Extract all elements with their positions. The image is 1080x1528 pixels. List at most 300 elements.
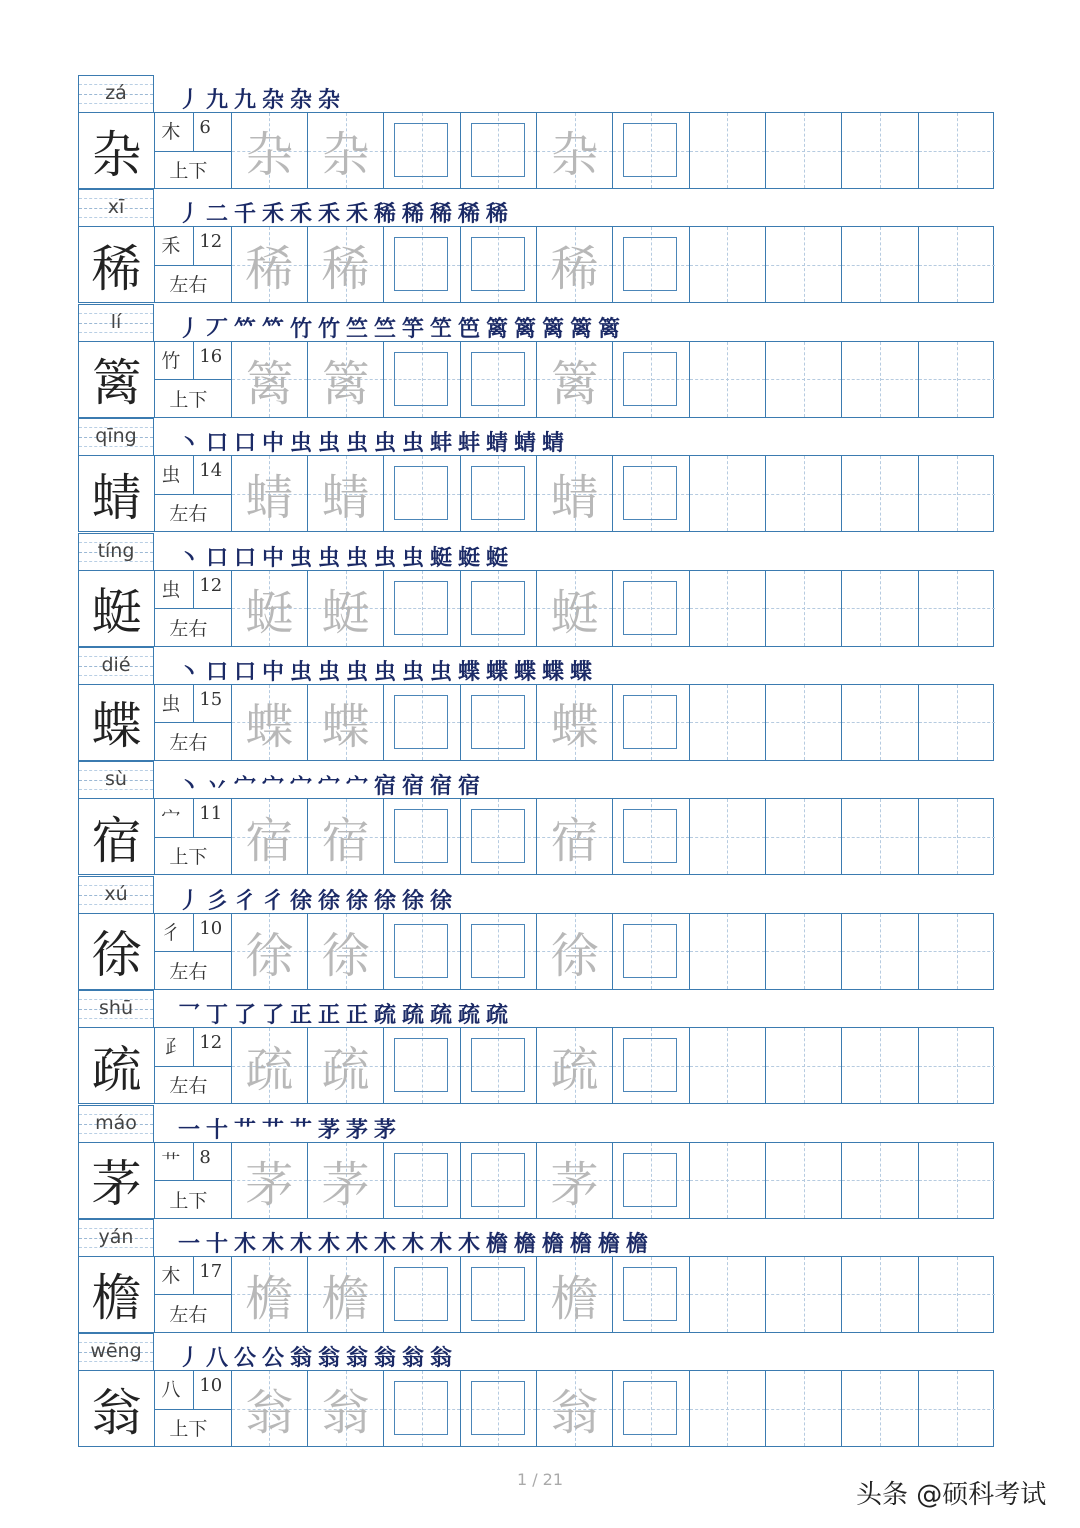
- character-entry: [78, 533, 994, 647]
- stroke-order: 一十艹艹艹茅茅茅: [178, 1117, 403, 1143]
- square-cell[interactable]: [384, 914, 460, 989]
- inner-square: [394, 466, 448, 520]
- trace-cell[interactable]: [537, 1257, 613, 1332]
- inner-square: [623, 1038, 677, 1092]
- trace-cell[interactable]: [308, 113, 384, 188]
- tian-grid-cell[interactable]: [690, 571, 766, 646]
- trace-character: 徐: [550, 927, 599, 984]
- tian-grid-cell[interactable]: [842, 113, 918, 188]
- pinyin-row: [78, 876, 994, 913]
- stroke-order: 丶口口中虫虫虫虫虫蜓蜓蜓: [178, 545, 515, 571]
- model-character: 蝶: [79, 685, 155, 760]
- trace-character: 篱: [245, 355, 294, 412]
- trace-character: 翁: [550, 1385, 599, 1442]
- trace-character: 蜻: [245, 470, 294, 527]
- trace-character: 徐: [321, 927, 370, 984]
- model-character: 蜓: [79, 571, 155, 646]
- tian-grid-cell[interactable]: [842, 1371, 918, 1446]
- pinyin-text: xú: [104, 882, 128, 905]
- character-entry: [78, 304, 994, 418]
- tian-grid-cell[interactable]: [690, 1028, 766, 1103]
- trace-character: 蜓: [550, 584, 599, 641]
- stroke-count: 8: [199, 1146, 211, 1168]
- trace-character: 稀: [321, 241, 370, 298]
- trace-cell[interactable]: [537, 799, 613, 874]
- inner-square: [471, 1267, 525, 1321]
- radical: 虫: [161, 578, 181, 601]
- tian-grid-cell[interactable]: [919, 1371, 995, 1446]
- stroke-order: 丶口口中虫虫虫虫虫虫蝶蝶蝶蝶蝶: [178, 659, 599, 685]
- square-cell[interactable]: [384, 1371, 460, 1446]
- square-cell[interactable]: [384, 685, 460, 760]
- structure: 左右: [169, 617, 208, 640]
- trace-cell[interactable]: [537, 685, 613, 760]
- model-character: 杂: [79, 113, 155, 188]
- writing-grid-row: [78, 1027, 994, 1104]
- trace-character: 茅: [550, 1156, 599, 1213]
- square-cell[interactable]: [613, 914, 689, 989]
- tian-grid-cell[interactable]: [766, 1143, 842, 1218]
- square-cell[interactable]: [613, 456, 689, 531]
- radical: 木: [161, 121, 181, 143]
- tian-grid-cell[interactable]: [690, 1143, 766, 1218]
- character-info: [155, 571, 231, 646]
- trace-cell[interactable]: [537, 1371, 613, 1446]
- character-entry: [78, 1105, 994, 1219]
- square-cell[interactable]: [613, 685, 689, 760]
- model-character: 疏: [79, 1028, 155, 1103]
- character-entry: [78, 990, 994, 1104]
- tian-grid-cell[interactable]: [919, 571, 995, 646]
- character-entry: [78, 189, 994, 303]
- stroke-count: 16: [199, 345, 223, 367]
- character-info: [155, 342, 231, 417]
- tian-grid-cell[interactable]: [690, 342, 766, 417]
- inner-square: [394, 581, 448, 635]
- inner-square: [623, 695, 677, 749]
- inner-square: [394, 123, 448, 177]
- radical: 宀: [161, 807, 181, 830]
- character-info: [155, 1257, 231, 1332]
- tian-grid-cell[interactable]: [766, 799, 842, 874]
- square-cell[interactable]: [461, 571, 537, 646]
- tian-grid-cell[interactable]: [842, 1257, 918, 1332]
- inner-square: [471, 466, 525, 520]
- model-character: 翁: [79, 1371, 155, 1446]
- character-info: [155, 227, 231, 302]
- radical: 艹: [161, 1150, 181, 1173]
- square-cell[interactable]: [461, 1257, 537, 1332]
- pinyin-box: [78, 418, 154, 455]
- structure: 左右: [169, 1303, 208, 1326]
- pinyin-box: [78, 304, 154, 341]
- structure: 上下: [169, 160, 208, 182]
- square-cell[interactable]: [461, 685, 537, 760]
- square-cell[interactable]: [613, 227, 689, 302]
- writing-grid-row: [78, 112, 994, 189]
- radical: 木: [161, 1264, 181, 1287]
- trace-cell[interactable]: [308, 1028, 384, 1103]
- pinyin-text: lí: [110, 310, 122, 333]
- tian-grid-cell[interactable]: [919, 685, 995, 760]
- square-cell[interactable]: [384, 1257, 460, 1332]
- tian-grid-cell[interactable]: [766, 342, 842, 417]
- trace-character: 徐: [245, 927, 294, 984]
- pinyin-row: [78, 1219, 994, 1256]
- trace-character: 蝶: [321, 698, 370, 755]
- tian-grid-cell[interactable]: [766, 227, 842, 302]
- structure: 左右: [169, 503, 208, 526]
- stroke-count: 11: [199, 803, 223, 825]
- tian-grid-cell[interactable]: [919, 456, 995, 531]
- watermark: 头条 @硕科考试: [856, 1480, 1047, 1510]
- inner-square: [471, 1381, 525, 1435]
- trace-character: 篱: [321, 355, 370, 412]
- pinyin-row: [78, 647, 994, 684]
- square-cell[interactable]: [384, 799, 460, 874]
- pinyin-box: [78, 1219, 154, 1256]
- tian-grid-cell[interactable]: [842, 342, 918, 417]
- pinyin-text: shū: [99, 997, 133, 1020]
- trace-character: 檐: [550, 1270, 599, 1327]
- square-cell[interactable]: [461, 456, 537, 531]
- trace-character: 杂: [550, 127, 599, 183]
- stroke-count: 10: [199, 1375, 223, 1397]
- radical: 𤴔: [161, 1036, 181, 1059]
- pinyin-text: máo: [95, 1111, 137, 1134]
- stroke-count: 17: [199, 1260, 223, 1282]
- stroke-count: 12: [199, 231, 223, 253]
- tian-grid-cell[interactable]: [842, 799, 918, 874]
- inner-square: [471, 924, 525, 978]
- square-cell[interactable]: [461, 914, 537, 989]
- square-cell[interactable]: [461, 113, 537, 188]
- inner-square: [623, 581, 677, 635]
- tian-grid-cell[interactable]: [690, 914, 766, 989]
- trace-cell[interactable]: [232, 113, 308, 188]
- square-cell[interactable]: [613, 1257, 689, 1332]
- tian-grid-cell[interactable]: [842, 571, 918, 646]
- stroke-order: 丿八公公翁翁翁翁翁翁: [178, 1346, 459, 1372]
- tian-grid-cell[interactable]: [919, 1257, 995, 1332]
- model-character: 徐: [79, 914, 155, 989]
- tian-grid-cell[interactable]: [842, 456, 918, 531]
- structure: 左右: [169, 274, 208, 297]
- model-character: 稀: [79, 227, 155, 302]
- inner-square: [471, 1153, 525, 1207]
- trace-cell[interactable]: [537, 227, 613, 302]
- model-character: 茅: [79, 1143, 155, 1218]
- trace-cell[interactable]: [232, 1028, 308, 1103]
- inner-square: [623, 1267, 677, 1321]
- square-cell[interactable]: [384, 342, 460, 417]
- pinyin-box: [78, 189, 154, 226]
- tian-grid-cell[interactable]: [690, 1371, 766, 1446]
- trace-cell[interactable]: [537, 342, 613, 417]
- tian-grid-cell[interactable]: [842, 914, 918, 989]
- inner-square: [394, 1381, 448, 1435]
- trace-character: 蝶: [550, 698, 599, 755]
- tian-grid-cell[interactable]: [842, 227, 918, 302]
- inner-square: [623, 123, 677, 177]
- trace-cell[interactable]: [308, 914, 384, 989]
- writing-grid-row: [78, 1142, 994, 1219]
- pinyin-text: zá: [105, 82, 127, 104]
- structure: 左右: [169, 1075, 208, 1098]
- inner-square: [471, 1038, 525, 1092]
- tian-grid-cell[interactable]: [690, 685, 766, 760]
- pinyin-row: [78, 1105, 994, 1142]
- stroke-order: 丶丷宀宀宀宀宀宿宿宿宿: [178, 774, 487, 800]
- trace-character: 杂: [245, 127, 294, 183]
- trace-cell[interactable]: [232, 342, 308, 417]
- trace-character: 稀: [245, 241, 294, 298]
- trace-cell[interactable]: [232, 227, 308, 302]
- tian-grid-cell[interactable]: [842, 1143, 918, 1218]
- trace-cell[interactable]: [232, 1257, 308, 1332]
- square-cell[interactable]: [461, 1371, 537, 1446]
- inner-square: [623, 237, 677, 291]
- trace-cell[interactable]: [232, 571, 308, 646]
- tian-grid-cell[interactable]: [766, 456, 842, 531]
- stroke-order: 一十木木木木木木木木木檐檐檐檐檐檐: [178, 1231, 655, 1257]
- tian-grid-cell[interactable]: [919, 342, 995, 417]
- pinyin-row: [78, 418, 994, 455]
- pinyin-box: [78, 1333, 154, 1370]
- tian-grid-cell[interactable]: [690, 227, 766, 302]
- stroke-count: 6: [199, 117, 211, 138]
- inner-square: [471, 809, 525, 863]
- character-entry: [78, 1333, 994, 1447]
- tian-grid-cell[interactable]: [766, 1371, 842, 1446]
- pinyin-box: [78, 647, 154, 684]
- character-entry: [78, 418, 994, 532]
- trace-character: 翁: [321, 1385, 370, 1442]
- trace-cell[interactable]: [308, 685, 384, 760]
- inner-square: [623, 924, 677, 978]
- square-cell[interactable]: [384, 1028, 460, 1103]
- pinyin-box: [78, 761, 154, 798]
- writing-grid-row: [78, 341, 994, 418]
- trace-cell[interactable]: [232, 1143, 308, 1218]
- pinyin-text: wēng: [90, 1340, 142, 1363]
- tian-grid-cell[interactable]: [766, 571, 842, 646]
- pinyin-box: [78, 990, 154, 1027]
- inner-square: [471, 123, 525, 177]
- stroke-order: 乛丁了了正正正疏疏疏疏疏: [178, 1003, 515, 1029]
- inner-square: [394, 695, 448, 749]
- trace-cell[interactable]: [232, 685, 308, 760]
- pinyin-text: sù: [105, 768, 127, 791]
- character-entry: [78, 1219, 994, 1333]
- writing-grid-row: [78, 798, 994, 875]
- pinyin-row: [78, 761, 994, 798]
- square-cell[interactable]: [613, 1371, 689, 1446]
- radical: 虫: [161, 692, 181, 715]
- tian-grid-cell[interactable]: [842, 1028, 918, 1103]
- inner-square: [394, 1038, 448, 1092]
- structure: 上下: [169, 1418, 208, 1441]
- character-info: [155, 1371, 231, 1446]
- trace-character: 疏: [550, 1042, 599, 1099]
- trace-cell[interactable]: [537, 1028, 613, 1103]
- tian-grid-cell[interactable]: [919, 799, 995, 874]
- inner-square: [471, 581, 525, 635]
- trace-cell[interactable]: [537, 914, 613, 989]
- trace-cell[interactable]: [308, 342, 384, 417]
- trace-character: 茅: [245, 1156, 294, 1213]
- writing-grid-row: [78, 684, 994, 761]
- inner-square: [471, 695, 525, 749]
- inner-square: [394, 1267, 448, 1321]
- pinyin-text: xī: [107, 196, 125, 219]
- trace-cell[interactable]: [232, 456, 308, 531]
- square-cell[interactable]: [384, 227, 460, 302]
- square-cell[interactable]: [613, 342, 689, 417]
- trace-cell[interactable]: [232, 914, 308, 989]
- pinyin-text: dié: [101, 653, 131, 676]
- tian-grid-cell[interactable]: [766, 113, 842, 188]
- tian-grid-cell[interactable]: [766, 685, 842, 760]
- square-cell[interactable]: [613, 799, 689, 874]
- stroke-count: 10: [199, 917, 223, 939]
- trace-cell[interactable]: [308, 1257, 384, 1332]
- trace-character: 稀: [550, 241, 599, 298]
- stroke-order: 丿九九杂杂杂: [178, 88, 347, 113]
- inner-square: [471, 237, 525, 291]
- trace-cell[interactable]: [308, 571, 384, 646]
- tian-grid-cell[interactable]: [690, 113, 766, 188]
- square-cell[interactable]: [461, 1143, 537, 1218]
- trace-character: 檐: [321, 1270, 370, 1327]
- trace-cell[interactable]: [537, 1143, 613, 1218]
- square-cell[interactable]: [384, 571, 460, 646]
- tian-grid-cell[interactable]: [766, 1028, 842, 1103]
- tian-grid-cell[interactable]: [766, 914, 842, 989]
- square-cell[interactable]: [613, 1028, 689, 1103]
- square-cell[interactable]: [461, 227, 537, 302]
- writing-grid-row: [78, 1256, 994, 1333]
- trace-character: 翁: [245, 1385, 294, 1442]
- pinyin-box: [78, 533, 154, 570]
- trace-cell[interactable]: [308, 1371, 384, 1446]
- tian-grid-cell[interactable]: [919, 113, 995, 188]
- inner-square: [394, 1153, 448, 1207]
- radical: 虫: [161, 464, 181, 487]
- trace-character: 疏: [245, 1042, 294, 1099]
- pinyin-box: [78, 876, 154, 913]
- trace-cell[interactable]: [537, 571, 613, 646]
- stroke-count: 12: [199, 574, 223, 596]
- character-info: [155, 113, 231, 188]
- square-cell[interactable]: [613, 571, 689, 646]
- model-character: 檐: [79, 1257, 155, 1332]
- stroke-count: 14: [199, 460, 223, 482]
- tian-grid-cell[interactable]: [766, 1257, 842, 1332]
- tian-grid-cell[interactable]: [919, 1143, 995, 1218]
- pinyin-text: yán: [98, 1225, 134, 1248]
- practice-sheet: [78, 75, 994, 1448]
- square-cell[interactable]: [461, 1028, 537, 1103]
- pinyin-box: [78, 1105, 154, 1142]
- tian-grid-cell[interactable]: [919, 914, 995, 989]
- inner-square: [394, 237, 448, 291]
- square-cell[interactable]: [461, 799, 537, 874]
- trace-cell[interactable]: [308, 1143, 384, 1218]
- square-cell[interactable]: [461, 342, 537, 417]
- trace-character: 蜻: [550, 470, 599, 527]
- trace-cell[interactable]: [308, 227, 384, 302]
- page-number: 1 / 21: [516, 1470, 564, 1489]
- trace-character: 疏: [321, 1042, 370, 1099]
- trace-character: 杂: [321, 127, 370, 183]
- tian-grid-cell[interactable]: [919, 1028, 995, 1103]
- model-character: 宿: [79, 799, 155, 874]
- character-info: [155, 456, 231, 531]
- pinyin-box: [78, 75, 154, 112]
- square-cell[interactable]: [613, 113, 689, 188]
- trace-character: 蜻: [321, 470, 370, 527]
- trace-cell[interactable]: [232, 799, 308, 874]
- trace-cell[interactable]: [537, 113, 613, 188]
- character-info: [155, 1028, 231, 1103]
- tian-grid-cell[interactable]: [842, 685, 918, 760]
- tian-grid-cell[interactable]: [690, 456, 766, 531]
- character-info: [155, 685, 231, 760]
- inner-square: [471, 352, 525, 406]
- tian-grid-cell[interactable]: [919, 227, 995, 302]
- square-cell[interactable]: [384, 1143, 460, 1218]
- writing-grid-row: [78, 226, 994, 303]
- square-cell[interactable]: [613, 1143, 689, 1218]
- square-cell[interactable]: [384, 456, 460, 531]
- tian-grid-cell[interactable]: [690, 799, 766, 874]
- trace-character: 茅: [321, 1156, 370, 1213]
- stroke-order: 丿彡彳彳徐徐徐徐徐徐: [178, 888, 459, 914]
- radical: 八: [161, 1379, 181, 1402]
- pinyin-text: tíng: [97, 539, 135, 562]
- trace-cell[interactable]: [308, 456, 384, 531]
- writing-grid-row: [78, 913, 994, 990]
- stroke-count: 15: [199, 688, 223, 710]
- square-cell[interactable]: [384, 113, 460, 188]
- trace-character: 蜓: [245, 584, 294, 641]
- stroke-order: 丿丆𥫗𥫗竹竹竺竺竽笁笆篱篱篱篱篱: [178, 316, 627, 342]
- trace-cell[interactable]: [232, 1371, 308, 1446]
- character-info: [155, 1143, 231, 1218]
- pinyin-row: [78, 75, 994, 112]
- pinyin-row: [78, 189, 994, 226]
- tian-grid-cell[interactable]: [690, 1257, 766, 1332]
- inner-square: [394, 924, 448, 978]
- trace-character: 宿: [245, 813, 294, 870]
- trace-character: 宿: [550, 813, 599, 870]
- trace-cell[interactable]: [308, 799, 384, 874]
- pinyin-row: [78, 1333, 994, 1370]
- trace-cell[interactable]: [537, 456, 613, 531]
- radical: 禾: [161, 235, 181, 258]
- stroke-order: 丶口口中虫虫虫虫虫蚌蚌蜻蜻蜻: [178, 431, 571, 457]
- writing-grid-row: [78, 1370, 994, 1447]
- character-entry: [78, 75, 994, 189]
- trace-character: 蝶: [245, 698, 294, 755]
- writing-grid-row: [78, 455, 994, 532]
- pinyin-text: qīng: [95, 425, 137, 448]
- model-character: 篱: [79, 342, 155, 417]
- radical: 竹: [161, 349, 181, 372]
- stroke-count: 12: [199, 1032, 223, 1054]
- inner-square: [623, 1381, 677, 1435]
